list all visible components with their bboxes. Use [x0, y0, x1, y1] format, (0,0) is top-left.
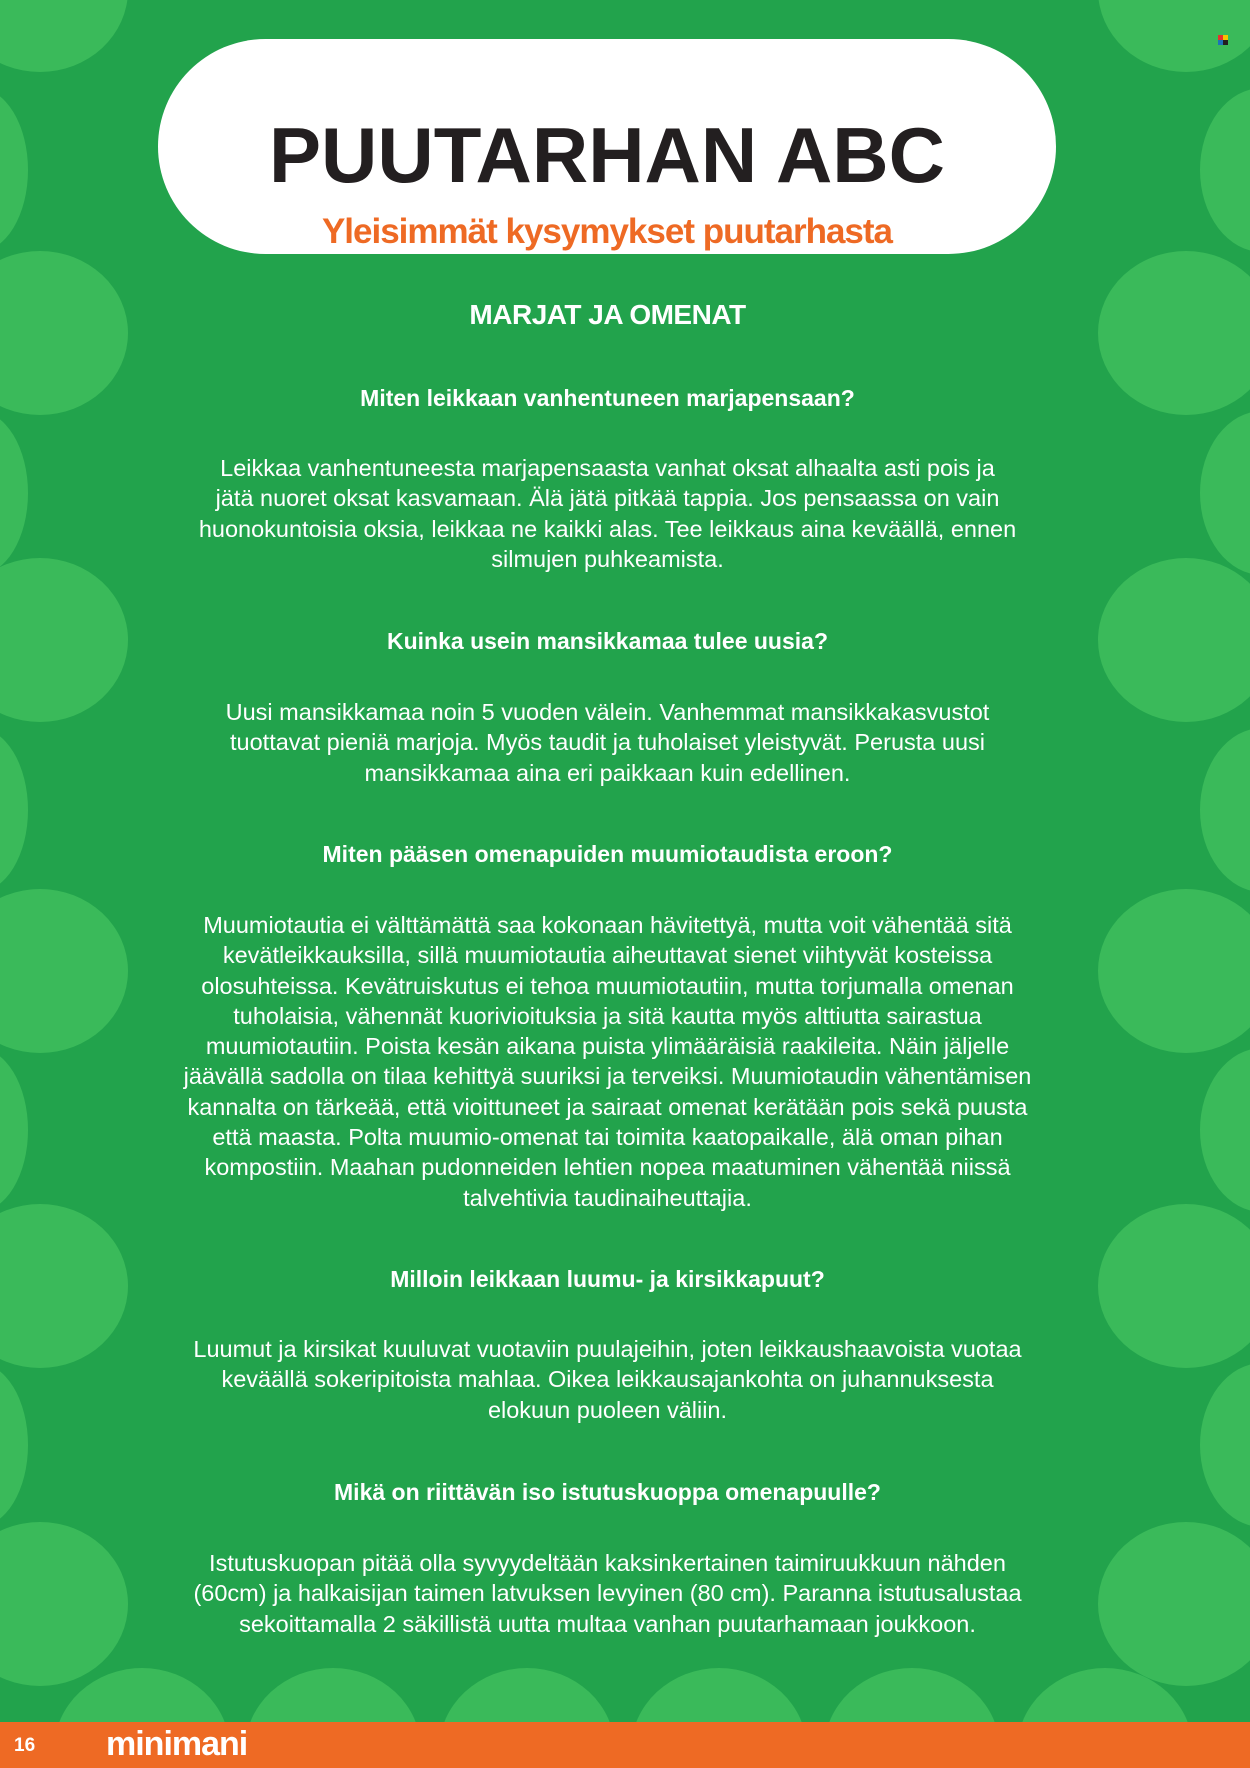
answer-line: tuholaisia, vähennät kuorivioituksia ja sitä kautta myös alttiutta sairastua [233, 1002, 982, 1029]
answer-line: jätä nuoret oksat kasvamaan. Älä jätä pitkää tappia. Jos pensaassa on vain [215, 485, 1000, 512]
answer-text [150, 910, 1065, 1213]
question-heading: Mikä on riittävän iso istutuskuoppa omenapuulle? [334, 1479, 881, 1505]
answer-line: että maasta. Polta muumio-omenat tai toimita kaatopaikalle, älä oman pihan [212, 1124, 1003, 1151]
answer-line: Muumiotautia ei välttämättä saa kokonaan hävitettyä, mutta voit vähentää sitä [203, 912, 1012, 938]
answer-line: Istutuskuopan pitää olla syvyydeltään kaksinkertainen taimiruukkuun nähden [209, 1550, 1006, 1576]
answer-line: tuottavat pieniä marjoja. Myös taudit ja tuholaiset yleistyvät. Perusta uusi [230, 729, 985, 756]
answer-line: Uusi mansikkamaa noin 5 vuoden välein. Vanhemmat mansikkakasvustot [225, 699, 990, 725]
answer-line: mansikkamaa aina eri paikkaan kuin edellinen. [364, 759, 851, 786]
question-heading: Miten pääsen omenapuiden muumiotaudista eroon? [322, 841, 893, 867]
answer-line: Luumut ja kirsikat kuuluvat vuotaviin puulajeihin, joten leikkaushaavoista vuotaa [193, 1336, 1022, 1362]
answer-text [150, 697, 1065, 788]
answer-line: (60cm) ja halkaisijan taimen latvuksen levyinen (80 cm). Paranna istutusalustaa [193, 1580, 1022, 1607]
answer-line: huonokuntoisia oksia, leikkaa ne kaikki alas. Tee leikkaus aina keväällä, ennen [198, 515, 1017, 542]
question-heading: Milloin leikkaan luumu- ja kirsikkapuut? [390, 1266, 825, 1292]
answer-line: keväällä sokeripitoista mahlaa. Oikea leikkausajankohta on juhannuksesta [221, 1366, 994, 1393]
page-title: PUUTARHAN ABC [269, 111, 945, 199]
answer-line: Leikkaa vanhentuneesta marjapensaasta vanhat oksat alhaalta asti pois ja [220, 455, 995, 481]
answer-line: kannalta on tärkeää, että vioittuneet ja sairaat omenat kerätään pois sekä puusta [187, 1093, 1028, 1120]
question-heading: Miten leikkaan vanhentuneen marjapensaan? [360, 385, 855, 411]
footer-bar [0, 1722, 1250, 1768]
page-subtitle: Yleisimmät kysymykset puutarhasta [321, 212, 893, 251]
answer-line: talvehtivia taudinaiheuttajia. [463, 1184, 752, 1211]
answer-text [150, 1334, 1065, 1425]
answer-line: olosuhteissa. Kevätruiskutus ei tehoa muumiotautiin, mutta torjumalla omenan [201, 972, 1014, 999]
brand-logo: minimani [106, 1725, 248, 1763]
answer-text [150, 1548, 1065, 1639]
answer-line: jäävällä sadolla on tilaa kehittyä suuriksi ja terveiksi. Muumiotaudin vähentämisen [183, 1063, 1032, 1090]
answer-line: elokuun puoleen väliin. [487, 1396, 728, 1423]
answer-text [150, 453, 1065, 574]
answer-line: kevätleikkauksilla, sillä muumiotautia aiheuttavat sienet viihtyvät kosteissa [222, 942, 993, 969]
color-registration-mark-icon [1218, 35, 1228, 45]
page-number: 16 [14, 1735, 36, 1756]
answer-line: sekoittamalla 2 säkillistä uutta multaa vanhan puutarhamaan joukkoon. [239, 1610, 976, 1637]
title-card [158, 39, 1056, 254]
answer-line: muumiotautiin. Poista kesän aikana puista ylimääräisiä raakileita. Näin jäljelle [205, 1033, 1010, 1060]
section-title: MARJAT JA OMENAT [469, 299, 746, 330]
question-heading: Kuinka usein mansikkamaa tulee uusia? [387, 628, 828, 654]
answer-line: silmujen puhkeamista. [491, 545, 724, 572]
answer-line: kompostiin. Maahan pudonneiden lehtien nopea maatuminen vähentää niissä [204, 1154, 1011, 1181]
